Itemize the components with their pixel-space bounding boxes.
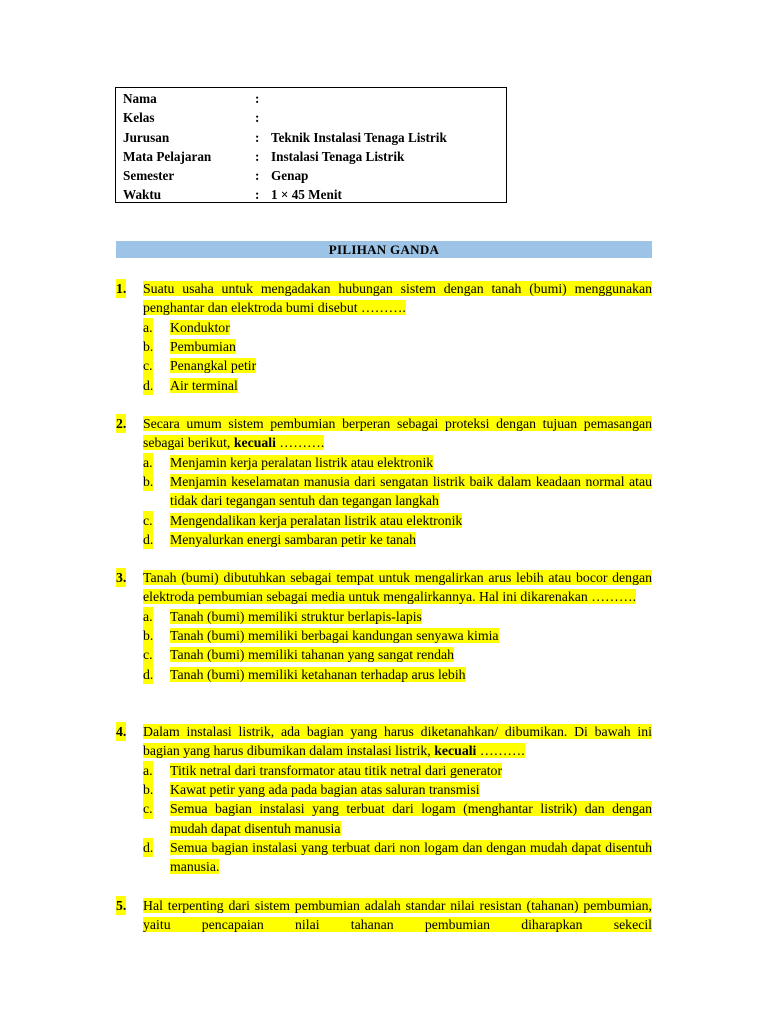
question-text: Tanah (bumi) dibutuhkan sebagai tempat untuk mengalirkan arus lebih atau bocor dengan elektroda pembumian sebagai media untuk mengalirkannya. Hal ini dikarenakan ……….	[143, 570, 652, 605]
option-text: Semua bagian instalasi yang terbuat dari logam (menghantar listrik) dan dengan mudah dapat disentuh manusia	[170, 801, 652, 836]
option-b[interactable]	[116, 472, 652, 511]
question-4	[116, 722, 652, 877]
info-row-mata-pelajaran	[123, 147, 506, 166]
question-text: Secara umum sistem pembumian berperan sebagai proteksi dengan tujuan pemasangan sebagai berikut,	[143, 416, 652, 451]
info-value: Instalasi Tenaga Listrik	[271, 148, 405, 164]
option-text: Menjamin keselamatan manusia dari sengatan listrik baik dalam keadaan normal atau tidak dari tegangan sentuh dan tegangan langkah	[170, 474, 652, 509]
option-d[interactable]	[116, 376, 652, 395]
section-title: PILIHAN GANDA	[116, 241, 652, 258]
option-text: Tanah (bumi) memiliki tahanan yang sangat rendah	[170, 647, 455, 663]
info-value: 1 × 45 Menit	[271, 187, 342, 203]
option-letter: b.	[143, 780, 153, 799]
option-a[interactable]	[116, 453, 652, 472]
option-c[interactable]	[116, 511, 652, 530]
info-colon: :	[255, 187, 260, 203]
info-label: Kelas	[123, 110, 155, 126]
option-letter: d.	[143, 665, 153, 684]
question-number: 1.	[116, 279, 126, 298]
option-text: Titik netral dari transformator atau titik netral dari generator	[170, 762, 503, 778]
question-1	[116, 279, 652, 395]
question-stem	[116, 896, 652, 935]
option-text: Air terminal	[170, 377, 238, 393]
option-letter: c.	[143, 799, 153, 818]
option-letter: c.	[143, 511, 153, 530]
option-text: Tanah (bumi) memiliki berbagai kandungan senyawa kimia	[170, 628, 499, 644]
option-text: Menjamin kerja peralatan listrik atau elektronik	[170, 454, 434, 470]
option-letter: a.	[143, 761, 153, 780]
option-letter: c.	[143, 645, 153, 664]
option-d[interactable]	[116, 530, 652, 549]
question-keyword: kecuali	[434, 743, 477, 759]
info-value: Teknik Instalasi Tenaga Listrik	[271, 129, 447, 145]
info-colon: :	[255, 129, 260, 145]
option-text: Konduktor	[170, 319, 230, 335]
question-3	[116, 568, 652, 684]
question-tail: ……….	[275, 435, 325, 451]
info-row-waktu	[123, 185, 506, 204]
info-value: Genap	[271, 168, 309, 184]
info-label: Mata Pelajaran	[123, 148, 212, 164]
option-b[interactable]	[116, 780, 652, 799]
option-text: Tanah (bumi) memiliki struktur berlapis-lapis	[170, 608, 422, 624]
question-text: Dalam instalasi listrik, ada bagian yang harus diketanahkan/ dibumikan. Di bawah ini bagian yang harus dibumikan dalam instalasi listrik,	[143, 724, 652, 759]
option-b[interactable]	[116, 626, 652, 645]
question-keyword: kecuali	[233, 435, 276, 451]
option-text: Menyalurkan energi sambaran petir ke tanah	[170, 532, 417, 548]
info-colon: :	[255, 110, 260, 126]
info-colon: :	[255, 148, 260, 164]
option-letter: d.	[143, 530, 153, 549]
question-stem	[116, 279, 652, 318]
question-stem	[116, 722, 652, 761]
option-d[interactable]	[116, 838, 652, 877]
question-text: Hal terpenting dari sistem pembumian adalah standar nilai resistan (tahanan) pembumian, yaitu pencapaian nilai tahanan pembumian diharapkan sekecil	[143, 898, 652, 933]
option-letter: a.	[143, 318, 153, 337]
option-letter: d.	[143, 376, 153, 395]
option-text: Tanah (bumi) memiliki ketahanan terhadap arus lebih	[170, 666, 466, 682]
question-stem	[116, 414, 652, 453]
question-2	[116, 414, 652, 549]
info-colon: :	[255, 91, 260, 106]
option-c[interactable]	[116, 645, 652, 664]
question-number: 2.	[116, 414, 126, 433]
option-letter: b.	[143, 626, 153, 645]
option-letter: a.	[143, 453, 153, 472]
option-letter: d.	[143, 838, 153, 857]
student-info-box	[115, 87, 507, 203]
info-row-kelas	[123, 108, 506, 127]
info-label: Nama	[123, 91, 157, 106]
option-letter: b.	[143, 472, 153, 491]
question-number: 5.	[116, 896, 126, 915]
option-text: Pembumian	[170, 339, 236, 355]
option-a[interactable]	[116, 318, 652, 337]
info-row-jurusan	[123, 128, 506, 147]
option-b[interactable]	[116, 337, 652, 356]
question-tail: ……….	[476, 743, 525, 759]
question-number: 4.	[116, 722, 126, 741]
info-label: Jurusan	[123, 129, 170, 145]
info-colon: :	[255, 168, 260, 184]
option-a[interactable]	[116, 761, 652, 780]
option-letter: c.	[143, 356, 153, 375]
option-text: Semua bagian instalasi yang terbuat dari non logam dan dengan mudah dapat disentuh manusia.	[170, 840, 652, 875]
option-text: Kawat petir yang ada pada bagian atas saluran transmisi	[170, 782, 480, 798]
info-row-semester	[123, 166, 506, 185]
option-letter: b.	[143, 337, 153, 356]
info-label: Waktu	[123, 187, 162, 203]
question-text: Suatu usaha untuk mengadakan hubungan sistem dengan tanah (bumi) menggunakan penghantar dan elektroda bumi disebut ……….	[143, 281, 652, 316]
option-d[interactable]	[116, 665, 652, 684]
info-row-nama	[123, 89, 506, 108]
option-text: Mengendalikan kerja peralatan listrik atau elektronik	[170, 512, 463, 528]
question-number: 3.	[116, 568, 126, 587]
option-letter: a.	[143, 607, 153, 626]
option-c[interactable]	[116, 799, 652, 838]
option-text: Penangkal petir	[170, 358, 257, 374]
question-5	[116, 896, 652, 935]
option-c[interactable]	[116, 356, 652, 375]
question-stem	[116, 568, 652, 607]
option-a[interactable]	[116, 607, 652, 626]
info-label: Semester	[123, 168, 175, 184]
